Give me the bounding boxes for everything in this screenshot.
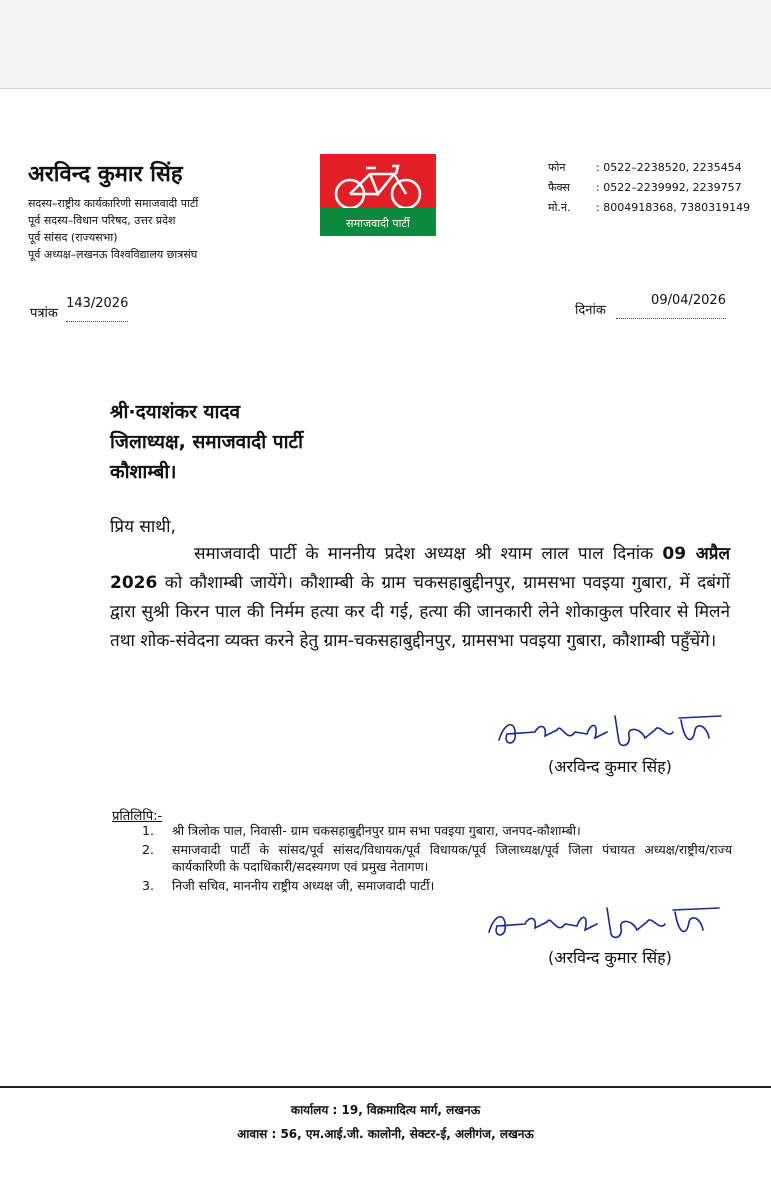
list-item (112, 822, 732, 839)
list-item (112, 841, 732, 875)
body-event-date: 09 अप्रैल 2026 (110, 544, 730, 593)
list-item-number: 3. (142, 878, 154, 893)
party-logo-text: समाजवादी पार्टी (346, 217, 410, 230)
designation-line: पूर्व अध्यक्ष–लखनऊ विश्वविद्यालय छात्रसंघ (28, 248, 198, 261)
mobile-row (548, 198, 750, 218)
sender-name: अरविन्द कुमार सिंह (28, 162, 183, 187)
body-text-part1: समाजवादी पार्टी के माननीय प्रदेश अध्यक्ष श्री श्याम लाल पाल दिनांक (194, 544, 663, 564)
contact-block (548, 158, 750, 218)
designation-line: पूर्व सांसद (राज्यसभा) (28, 231, 118, 244)
reference-label: पत्रांक (30, 306, 58, 321)
mobile-value: : 8004918368, 7380319149 (596, 201, 751, 214)
top-margin (0, 0, 771, 88)
fax-label: फैक्स (548, 181, 570, 194)
phone-row (548, 158, 750, 178)
handwritten-signature (485, 904, 725, 944)
letter-body (110, 540, 730, 656)
signatory-name: (अरविन्द कुमार सिंह) (548, 948, 672, 967)
list-item-number: 1. (142, 823, 154, 838)
date-label: दिनांक (575, 303, 606, 318)
recipient-address (110, 397, 303, 487)
list-item-text: समाजवादी पार्टी के सांसद/पूर्व सांसद/विधायक/पूर्व विधायक/पूर्व जिलाध्यक्ष/पूर्व जिला पंचायत अध्यक्ष/राष्ट्रीय/राज्य कार्यकारिणी के पदाधिकारी/सदस्यगण एवं प्रमुख नेतागण। (172, 842, 732, 874)
fax-value: : 0522–2239992, 2239757 (596, 181, 742, 194)
letter-date (575, 293, 726, 319)
phone-value: : 0522–2238520, 2235454 (596, 161, 742, 174)
party-logo (320, 154, 436, 236)
footer-divider (0, 1086, 771, 1088)
recipient-place: कौशाम्बी। (110, 461, 177, 483)
reference-number (30, 296, 129, 322)
list-item-text: श्री त्रिलोक पाल, निवासी- ग्राम चकसहाबुद्दीनपुर ग्राम सभा पवइया गुबारा, जनपद-कौशाम्बी। (172, 823, 581, 838)
designation-line: सदस्य–राष्ट्रीय कार्यकारिणी समाजवादी पार्टी (28, 197, 199, 210)
copy-title: प्रतिलिपि:- (112, 809, 163, 824)
handwritten-signature (495, 710, 725, 754)
designation-line: पूर्व सदस्य–विधान परिषद, उत्तर प्रदेश (28, 214, 176, 227)
office-address: कार्यालय : 19, विक्रमादित्य मार्ग, लखनऊ (290, 1103, 481, 1117)
list-item (112, 877, 732, 894)
recipient-designation: जिलाध्यक्ष, समाजवादी पार्टी (110, 431, 303, 453)
date-value: 09/04/2026 (651, 293, 726, 308)
footer-address (0, 1098, 771, 1146)
list-item-text: निजी सचिव, माननीय राष्ट्रीय अध्यक्ष जी, समाजवादी पार्टी। (172, 878, 435, 893)
sender-designations (28, 195, 198, 263)
fax-row (548, 178, 750, 198)
body-text-part2: को कौशाम्बी जायेंगे। कौशाम्बी के ग्राम चकसहाबुद्दीनपुर, ग्रामसभा पवइया गुबारा, में दबंगों द्वारा सुश्री किरन पाल की निर्मम हत्या कर दी गई, हत्या की जानकारी लेने शोकाकुल परिवार से मिलने तथा शोक-संवेदना व्यक्त करने हेतु ग्राम-चकसहाबुद्दीनपुर, ग्रामसभा पवइया गुबारा, कौशाम्बी पहुँचेंगे। (110, 573, 730, 651)
copy-list (112, 822, 732, 896)
residence-address: आवास : 56, एम.आई.जी. कालोनी, सेक्टर-ई, अलीगंज, लखनऊ (237, 1127, 534, 1141)
reference-value: 143/2026 (66, 296, 129, 311)
recipient-name: श्री·दयाशंकर यादव (110, 401, 241, 423)
signatory-name: (अरविन्द कुमार सिंह) (548, 757, 672, 776)
list-item-number: 2. (142, 842, 154, 857)
salutation: प्रिय साथी, (110, 517, 176, 537)
mobile-label: मो.नं. (548, 201, 571, 214)
top-divider (0, 88, 771, 89)
phone-label: फोन (548, 161, 566, 174)
